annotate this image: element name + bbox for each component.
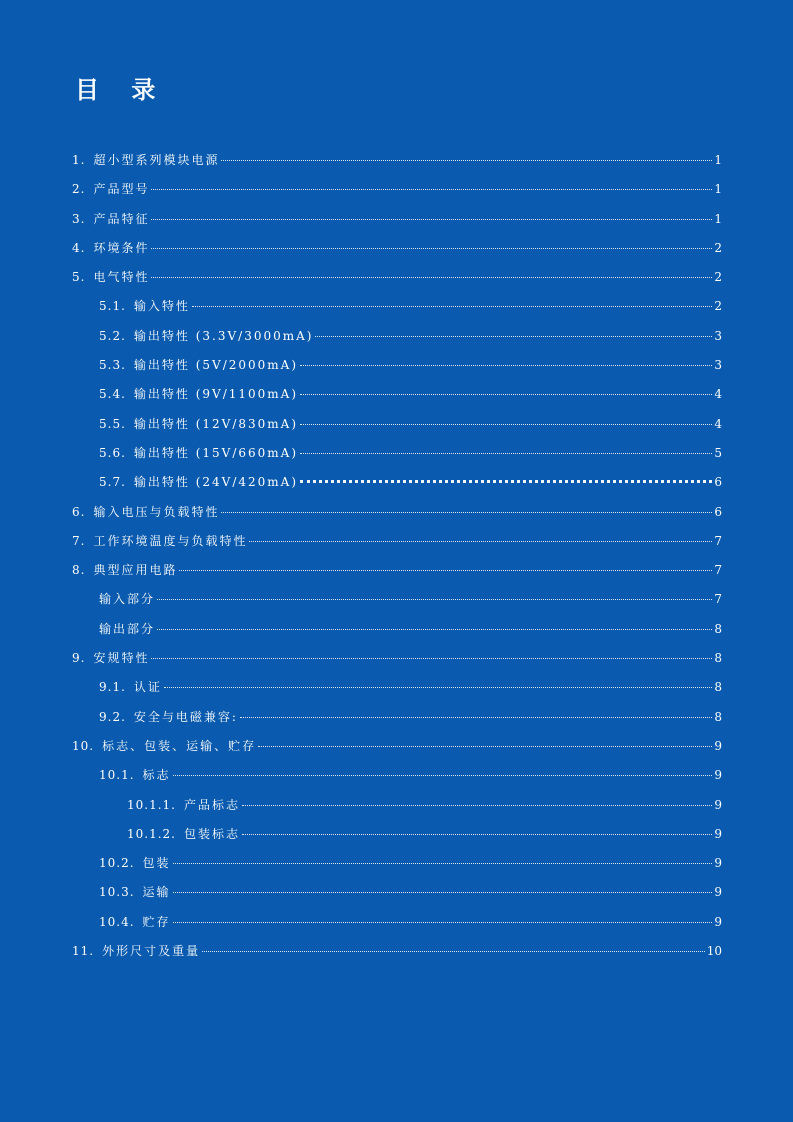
toc-entry[interactable] xyxy=(72,146,722,175)
toc-entry-page: 9 xyxy=(714,856,722,871)
toc-entry-page: 6 xyxy=(714,475,722,490)
toc-entry-title: 工作环境温度与负载特性 xyxy=(93,533,248,548)
toc-entry-page: 9 xyxy=(714,914,722,929)
toc-entry-number: 7. xyxy=(72,533,86,548)
toc-entry[interactable] xyxy=(72,234,722,263)
toc-entry-number: 6. xyxy=(72,504,86,519)
toc-entry-number: 5.5. xyxy=(99,416,126,431)
toc-entry-title: 标志 xyxy=(142,768,171,783)
toc-dot-leader xyxy=(300,480,712,483)
toc-entry-number: 10.1. xyxy=(99,768,135,783)
toc-entry[interactable] xyxy=(72,849,722,878)
toc-entry-title: 贮存 xyxy=(142,914,171,929)
toc-entry-page: 7 xyxy=(714,592,722,607)
toc-dot-leader xyxy=(300,453,712,454)
toc-entry[interactable] xyxy=(72,380,722,409)
toc-entry-page: 8 xyxy=(714,680,722,695)
toc-dot-leader xyxy=(221,160,712,161)
toc-entry[interactable] xyxy=(72,644,722,673)
toc-entry-page: 2 xyxy=(714,299,722,314)
toc-entry[interactable] xyxy=(72,439,722,468)
toc-entry-title: 输出特性 (9V/1100mA) xyxy=(133,387,299,402)
toc-entry-title: 输出特性 (15V/660mA) xyxy=(133,445,299,460)
toc-dot-leader xyxy=(151,248,712,249)
toc-entry[interactable] xyxy=(72,673,722,702)
toc-entry[interactable] xyxy=(72,791,722,820)
toc-entry-number: 10.1.2. xyxy=(127,826,176,841)
toc-entry[interactable] xyxy=(72,761,722,790)
toc-entry-page: 1 xyxy=(714,211,722,226)
toc-entry-number: 5.7. xyxy=(99,475,126,490)
toc-dot-leader xyxy=(173,922,712,923)
toc-entry[interactable] xyxy=(72,937,722,966)
toc-entry-title: 产品型号 xyxy=(93,182,150,197)
toc-entry[interactable] xyxy=(72,703,722,732)
toc-entry-number: 11. xyxy=(72,944,95,959)
toc-dot-leader xyxy=(164,687,712,688)
toc-entry-title: 输出特性 (24V/420mA) xyxy=(133,475,299,490)
toc-entry-number: 10.2. xyxy=(99,856,135,871)
toc-dot-leader xyxy=(192,306,712,307)
toc-entry-number: 9.2. xyxy=(99,709,126,724)
toc-entry-title: 安规特性 xyxy=(93,651,150,666)
toc-entry-number: 5.3. xyxy=(99,358,126,373)
toc-entry-page: 10 xyxy=(706,944,722,959)
toc-entry-page: 9 xyxy=(714,797,722,812)
toc-entry-number: 5.4. xyxy=(99,387,126,402)
toc-entry-number: 5.2. xyxy=(99,328,126,343)
toc-dot-leader xyxy=(258,746,712,747)
toc-entry-page: 8 xyxy=(714,651,722,666)
toc-dot-leader xyxy=(221,512,712,513)
toc-entry-page: 9 xyxy=(714,738,722,753)
toc-dot-leader xyxy=(151,658,712,659)
toc-dot-leader xyxy=(300,365,712,366)
toc-entry-number: 5. xyxy=(72,270,86,285)
toc-entry-title: 包装 xyxy=(142,856,171,871)
toc-entry-number: 8. xyxy=(72,563,86,578)
toc-entry-title: 输出部分 xyxy=(99,621,156,636)
toc-dot-leader xyxy=(151,219,712,220)
toc-entry[interactable] xyxy=(72,263,722,292)
toc-entry-title: 输出特性 (5V/2000mA) xyxy=(133,358,299,373)
toc-entry-title: 超小型系列模块电源 xyxy=(93,153,220,167)
toc-entry-page: 3 xyxy=(714,358,722,373)
toc-dot-leader xyxy=(242,805,712,806)
toc-entry-page: 7 xyxy=(714,563,722,578)
toc-entry-title: 安全与电磁兼容: xyxy=(133,709,238,724)
toc-entry-title: 典型应用电路 xyxy=(93,563,178,578)
toc-entry-page: 6 xyxy=(714,504,722,519)
toc-dot-leader xyxy=(315,336,712,337)
toc-entry[interactable] xyxy=(72,205,722,234)
toc-entry-number: 5.1. xyxy=(99,299,126,314)
toc-entry-page: 9 xyxy=(714,768,722,783)
toc-entry[interactable] xyxy=(72,351,722,380)
toc-dot-leader xyxy=(151,189,712,190)
toc-entry-title: 外形尺寸及重量 xyxy=(102,944,201,959)
toc-entry-page: 2 xyxy=(714,240,722,255)
toc-entry-page: 8 xyxy=(714,709,722,724)
toc-entry-number: 9. xyxy=(72,651,86,666)
toc-entry-title: 认证 xyxy=(133,680,162,695)
toc-entry-number: 3. xyxy=(72,211,86,226)
toc-entry-number: 4. xyxy=(72,240,86,255)
toc-entry[interactable] xyxy=(72,175,722,204)
toc-entry-page: 4 xyxy=(714,387,722,402)
page-title: 目 录 xyxy=(75,76,168,104)
toc-entry-number: 1. xyxy=(72,153,86,167)
toc-dot-leader xyxy=(242,834,712,835)
toc-entry[interactable] xyxy=(72,498,722,527)
toc-entry-page: 1 xyxy=(714,182,722,197)
toc-entry-title: 环境条件 xyxy=(93,240,150,255)
toc-entry-number: 10.1.1. xyxy=(127,797,176,812)
toc-dot-leader xyxy=(173,863,712,864)
toc-entry[interactable] xyxy=(72,468,722,497)
toc-entry-page: 2 xyxy=(714,270,722,285)
toc-entry-title: 输入部分 xyxy=(99,592,156,607)
toc-entry[interactable] xyxy=(72,556,722,585)
toc-entry-title: 输出特性 (3.3V/3000mA) xyxy=(133,328,314,343)
toc-dot-leader xyxy=(173,892,712,893)
toc-entry[interactable] xyxy=(72,878,722,907)
toc-entry-page: 8 xyxy=(714,621,722,636)
toc-entry-title: 输入电压与负载特性 xyxy=(93,504,220,519)
toc-entry-page: 9 xyxy=(714,885,722,900)
toc-entry[interactable] xyxy=(72,527,722,556)
toc-entry-number: 9.1. xyxy=(99,680,126,695)
toc-entry-title: 产品特征 xyxy=(93,211,150,226)
toc-entry[interactable] xyxy=(72,732,722,761)
toc-dot-leader xyxy=(300,394,712,395)
toc-entry-title: 输入特性 xyxy=(133,299,190,314)
toc-entry-number: 10.4. xyxy=(99,914,135,929)
toc-entry-title: 包装标志 xyxy=(183,826,240,841)
toc-dot-leader xyxy=(157,599,712,600)
toc-dot-leader xyxy=(300,424,712,425)
toc-entry-title: 标志、包装、运输、贮存 xyxy=(102,738,257,753)
toc-entry[interactable] xyxy=(72,410,722,439)
toc-entry-page: 3 xyxy=(714,328,722,343)
toc-entry[interactable] xyxy=(72,322,722,351)
toc-dot-leader xyxy=(157,629,712,630)
toc-dot-leader xyxy=(202,951,705,952)
toc-entry-number: 10. xyxy=(72,738,95,753)
toc-entry-page: 5 xyxy=(714,445,722,460)
table-of-contents xyxy=(72,146,722,966)
toc-entry[interactable] xyxy=(72,820,722,849)
toc-dot-leader xyxy=(173,775,712,776)
toc-dot-leader xyxy=(249,541,712,542)
toc-entry-title: 输出特性 (12V/830mA) xyxy=(133,416,299,431)
toc-entry-page: 1 xyxy=(714,153,722,167)
toc-entry[interactable] xyxy=(72,615,722,644)
toc-entry[interactable] xyxy=(72,585,722,614)
toc-entry[interactable] xyxy=(72,908,722,937)
toc-dot-leader xyxy=(179,570,712,571)
toc-entry-page: 4 xyxy=(714,416,722,431)
toc-entry-title: 运输 xyxy=(142,885,171,900)
toc-entry[interactable] xyxy=(72,292,722,321)
toc-entry-number: 2. xyxy=(72,182,86,197)
toc-entry-page: 7 xyxy=(714,533,722,548)
toc-dot-leader xyxy=(240,717,712,718)
toc-entry-title: 电气特性 xyxy=(93,270,150,285)
toc-entry-number: 10.3. xyxy=(99,885,135,900)
toc-entry-page: 9 xyxy=(714,826,722,841)
toc-dot-leader xyxy=(151,277,712,278)
toc-entry-number: 5.6. xyxy=(99,445,126,460)
toc-entry-title: 产品标志 xyxy=(183,797,240,812)
